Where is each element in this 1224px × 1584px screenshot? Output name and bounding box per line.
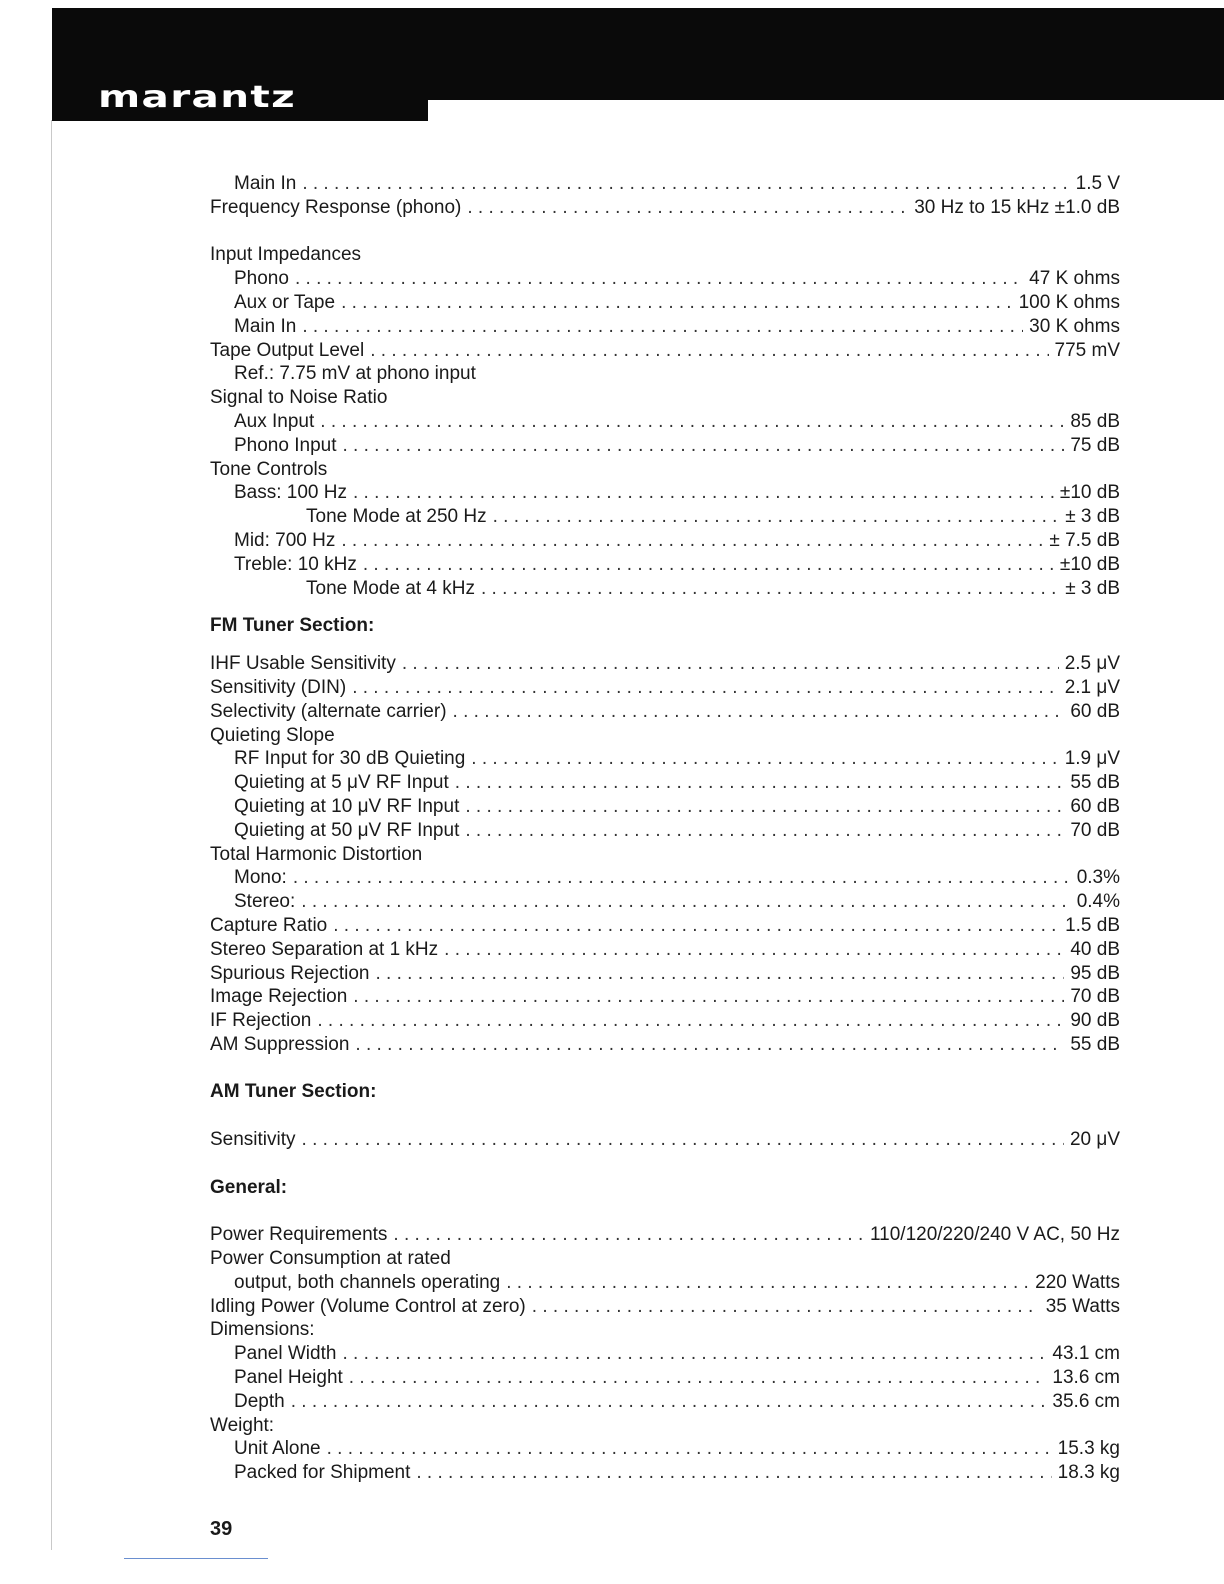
- tone-controls-heading: Tone Controls: [210, 458, 328, 480]
- spec-value: 47 K ohms: [1029, 268, 1120, 290]
- spec-label: Aux Input: [234, 410, 315, 432]
- spec-row: [210, 771, 1120, 795]
- spec-value: ± 3 dB: [1065, 577, 1120, 599]
- spec-label: Main In: [234, 173, 297, 194]
- spec-label: Packed for Shipment: [234, 1462, 411, 1484]
- spec-row: [210, 529, 1120, 553]
- spec-row: [210, 267, 1120, 291]
- spec-value: 30 K ohms: [1029, 315, 1120, 337]
- spec-value: 60 dB: [1070, 700, 1120, 722]
- dot-leader: [295, 267, 1023, 291]
- spec-value: 100 K ohms: [1018, 291, 1120, 313]
- dot-leader: [302, 1128, 1064, 1152]
- dot-leader: [532, 1295, 1040, 1319]
- spec-label: Sensitivity (DIN): [210, 676, 347, 698]
- spec-row: [210, 1437, 1120, 1461]
- spec-value: 75 dB: [1070, 434, 1120, 456]
- fm-section-heading: FM Tuner Section:: [210, 615, 375, 637]
- spec-value: 1.5 V: [1075, 173, 1120, 194]
- spec-row: [210, 434, 1120, 458]
- dot-leader: [342, 1342, 1046, 1366]
- spec-label: Selectivity (alternate carrier): [210, 700, 447, 722]
- spec-value: 0.3%: [1076, 867, 1120, 889]
- spec-content: [210, 172, 1120, 1485]
- spec-label: Tone Mode at 4 kHz: [306, 577, 475, 599]
- spec-row: [210, 172, 1120, 196]
- dot-leader: [393, 1223, 864, 1247]
- spec-label: IF Rejection: [210, 1010, 312, 1032]
- dot-leader: [455, 771, 1065, 795]
- spec-value: 40 dB: [1070, 938, 1120, 960]
- dot-leader: [342, 434, 1064, 458]
- dimensions-heading: Dimensions:: [210, 1319, 315, 1341]
- spec-label: Quieting at 5 μV RF Input: [234, 772, 449, 794]
- spec-label: Stereo:: [234, 891, 296, 913]
- spec-row: [210, 1461, 1120, 1485]
- spec-row: [210, 1390, 1120, 1414]
- dot-leader: [416, 1461, 1051, 1485]
- spec-label: Stereo Separation at 1 kHz: [210, 938, 439, 960]
- page-binding-edge: [51, 120, 52, 1550]
- dot-leader: [375, 962, 1064, 986]
- spec-label: Unit Alone: [234, 1438, 321, 1460]
- spec-row: [210, 914, 1120, 938]
- spec-row: [210, 962, 1120, 986]
- dot-leader: [363, 553, 1054, 577]
- dot-leader: [317, 1009, 1064, 1033]
- ref-note: Ref.: 7.75 mV at phono input: [234, 363, 476, 385]
- snr-heading: Signal to Noise Ratio: [210, 387, 388, 409]
- spec-row: [210, 747, 1120, 771]
- spec-value: 775 mV: [1054, 339, 1120, 361]
- spec-label: Aux or Tape: [234, 291, 336, 313]
- spec-row: [210, 890, 1120, 914]
- spec-value: 35 Watts: [1045, 1295, 1120, 1317]
- quieting-specs: [210, 747, 1120, 842]
- dot-leader: [341, 529, 1043, 553]
- spec-row: [210, 1342, 1120, 1366]
- spec-row: [210, 1128, 1120, 1152]
- footer-rule: [124, 1558, 268, 1559]
- spec-row: [210, 505, 1120, 529]
- fm-specs-b: [210, 866, 1120, 1056]
- spec-value: 30 Hz to 15 kHz ±1.0 dB: [914, 196, 1120, 218]
- spec-label: Phono Input: [234, 434, 337, 456]
- spec-label: RF Input for 30 dB Quieting: [234, 748, 466, 770]
- spec-value: 0.4%: [1076, 891, 1120, 913]
- spec-value: 1.5 dB: [1065, 914, 1120, 936]
- spec-value: 70 dB: [1070, 986, 1120, 1008]
- spec-row: [210, 1366, 1120, 1390]
- spec-value: 13.6 cm: [1052, 1367, 1120, 1389]
- spec-value: 20 μV: [1069, 1129, 1120, 1151]
- dot-leader: [327, 1437, 1052, 1461]
- dot-leader: [333, 914, 1059, 938]
- spec-label: Mono:: [234, 867, 287, 889]
- spec-label: Quieting at 10 μV RF Input: [234, 795, 460, 817]
- spec-label: Image Rejection: [210, 986, 348, 1008]
- spec-label: IHF Usable Sensitivity: [210, 653, 396, 675]
- spec-row: [210, 676, 1120, 700]
- dot-leader: [355, 1033, 1064, 1057]
- spec-row: [210, 410, 1120, 434]
- spec-row: [210, 795, 1120, 819]
- spec-value: 2.5 μV: [1064, 653, 1120, 675]
- spec-label: Depth: [234, 1390, 285, 1412]
- dot-leader: [465, 819, 1064, 843]
- dot-leader: [341, 291, 1013, 315]
- spec-row: [210, 553, 1120, 577]
- impedance-specs: [210, 267, 1120, 362]
- spec-value: 55 dB: [1070, 772, 1120, 794]
- spec-label: Bass: 100 Hz: [234, 482, 347, 504]
- spec-row: [210, 700, 1120, 724]
- spec-row: [210, 866, 1120, 890]
- general-section-heading: General:: [210, 1176, 288, 1198]
- spec-value: 110/120/220/240 V AC, 50 Hz: [870, 1224, 1120, 1246]
- spec-value: ± 7.5 dB: [1049, 529, 1120, 551]
- spec-row: [210, 196, 1120, 220]
- spec-row: [210, 1033, 1120, 1057]
- spec-row: [210, 1295, 1120, 1319]
- dot-leader: [320, 410, 1064, 434]
- weight-heading: Weight:: [210, 1414, 275, 1436]
- dot-leader: [471, 747, 1058, 771]
- dot-leader: [349, 1366, 1047, 1390]
- spec-value: ± 3 dB: [1065, 506, 1120, 528]
- spec-value: 55 dB: [1070, 1033, 1120, 1055]
- spec-value: 1.9 μV: [1064, 748, 1120, 770]
- spec-value: 43.1 cm: [1052, 1343, 1120, 1365]
- spec-row: [210, 985, 1120, 1009]
- spec-label: Power Requirements: [210, 1224, 388, 1246]
- dimension-specs: [210, 1342, 1120, 1413]
- dot-leader: [481, 577, 1059, 601]
- thd-heading: Total Harmonic Distortion: [210, 843, 423, 865]
- dot-leader: [301, 890, 1070, 914]
- spec-label: Panel Width: [234, 1343, 337, 1365]
- spec-value: ±10 dB: [1059, 553, 1120, 575]
- power-consumption-heading: Power Consumption at rated: [210, 1248, 451, 1270]
- spec-row: [210, 938, 1120, 962]
- spec-row: [210, 1009, 1120, 1033]
- weight-specs: [210, 1437, 1120, 1485]
- input-impedances-heading: Input Impedances: [210, 244, 362, 266]
- spec-label: Quieting at 50 μV RF Input: [234, 819, 460, 841]
- dot-leader: [493, 505, 1060, 529]
- spec-label: output, both channels operating: [234, 1271, 501, 1293]
- spec-label: Phono: [234, 268, 289, 290]
- dot-leader: [302, 315, 1023, 339]
- dot-leader: [453, 700, 1065, 724]
- spec-label: Frequency Response (phono): [210, 196, 462, 218]
- am-specs: [210, 1128, 1120, 1152]
- spec-label: Tape Output Level: [210, 339, 365, 361]
- spec-value: ±10 dB: [1059, 482, 1120, 504]
- spec-value: 220 Watts: [1035, 1271, 1120, 1293]
- spec-label: Spurious Rejection: [210, 962, 370, 984]
- preamp-specs: [210, 172, 1120, 220]
- spec-value: 85 dB: [1070, 410, 1120, 432]
- dot-leader: [291, 1390, 1047, 1414]
- spec-label: Idling Power (Volume Control at zero): [210, 1295, 526, 1317]
- dot-leader: [370, 339, 1048, 363]
- spec-row: [210, 577, 1120, 601]
- general-specs-b: [210, 1271, 1120, 1319]
- spec-value: 70 dB: [1070, 819, 1120, 841]
- spec-row: [210, 481, 1120, 505]
- dot-leader: [402, 652, 1059, 676]
- fm-specs-a: [210, 652, 1120, 723]
- dot-leader: [353, 985, 1064, 1009]
- spec-row: [210, 1271, 1120, 1295]
- dot-leader: [444, 938, 1064, 962]
- spec-value: 15.3 kg: [1057, 1438, 1120, 1460]
- spec-value: 35.6 cm: [1052, 1390, 1120, 1412]
- dot-leader: [352, 676, 1059, 700]
- spec-row: [210, 315, 1120, 339]
- spec-label: Treble: 10 kHz: [234, 553, 357, 575]
- snr-specs: [210, 410, 1120, 458]
- tone-specs: [210, 481, 1120, 600]
- spec-row: [210, 652, 1120, 676]
- quieting-slope-heading: Quieting Slope: [210, 724, 335, 746]
- spec-label: Capture Ratio: [210, 914, 328, 936]
- page-number: 39: [210, 1518, 233, 1540]
- general-specs-a: [210, 1223, 1120, 1247]
- spec-label: Mid: 700 Hz: [234, 529, 336, 551]
- spec-row: [210, 819, 1120, 843]
- dot-leader: [302, 172, 1069, 196]
- dot-leader: [293, 866, 1071, 890]
- brand-logo: marantz: [98, 80, 297, 115]
- spec-label: Panel Height: [234, 1367, 343, 1389]
- spec-label: AM Suppression: [210, 1033, 350, 1055]
- spec-row: [210, 1223, 1120, 1247]
- spec-value: 2.1 μV: [1064, 676, 1120, 698]
- dot-leader: [465, 795, 1064, 819]
- spec-value: 60 dB: [1070, 795, 1120, 817]
- spec-value: 90 dB: [1070, 1010, 1120, 1032]
- dot-leader: [467, 196, 908, 220]
- spec-label: Tone Mode at 250 Hz: [306, 506, 487, 528]
- dot-leader: [506, 1271, 1029, 1295]
- spec-label: Main In: [234, 315, 297, 337]
- spec-value: 18.3 kg: [1057, 1462, 1120, 1484]
- dot-leader: [353, 481, 1054, 505]
- spec-value: 95 dB: [1070, 962, 1120, 984]
- am-section-heading: AM Tuner Section:: [210, 1081, 377, 1103]
- spec-label: Sensitivity: [210, 1129, 296, 1151]
- spec-row: [210, 339, 1120, 363]
- spec-row: [210, 291, 1120, 315]
